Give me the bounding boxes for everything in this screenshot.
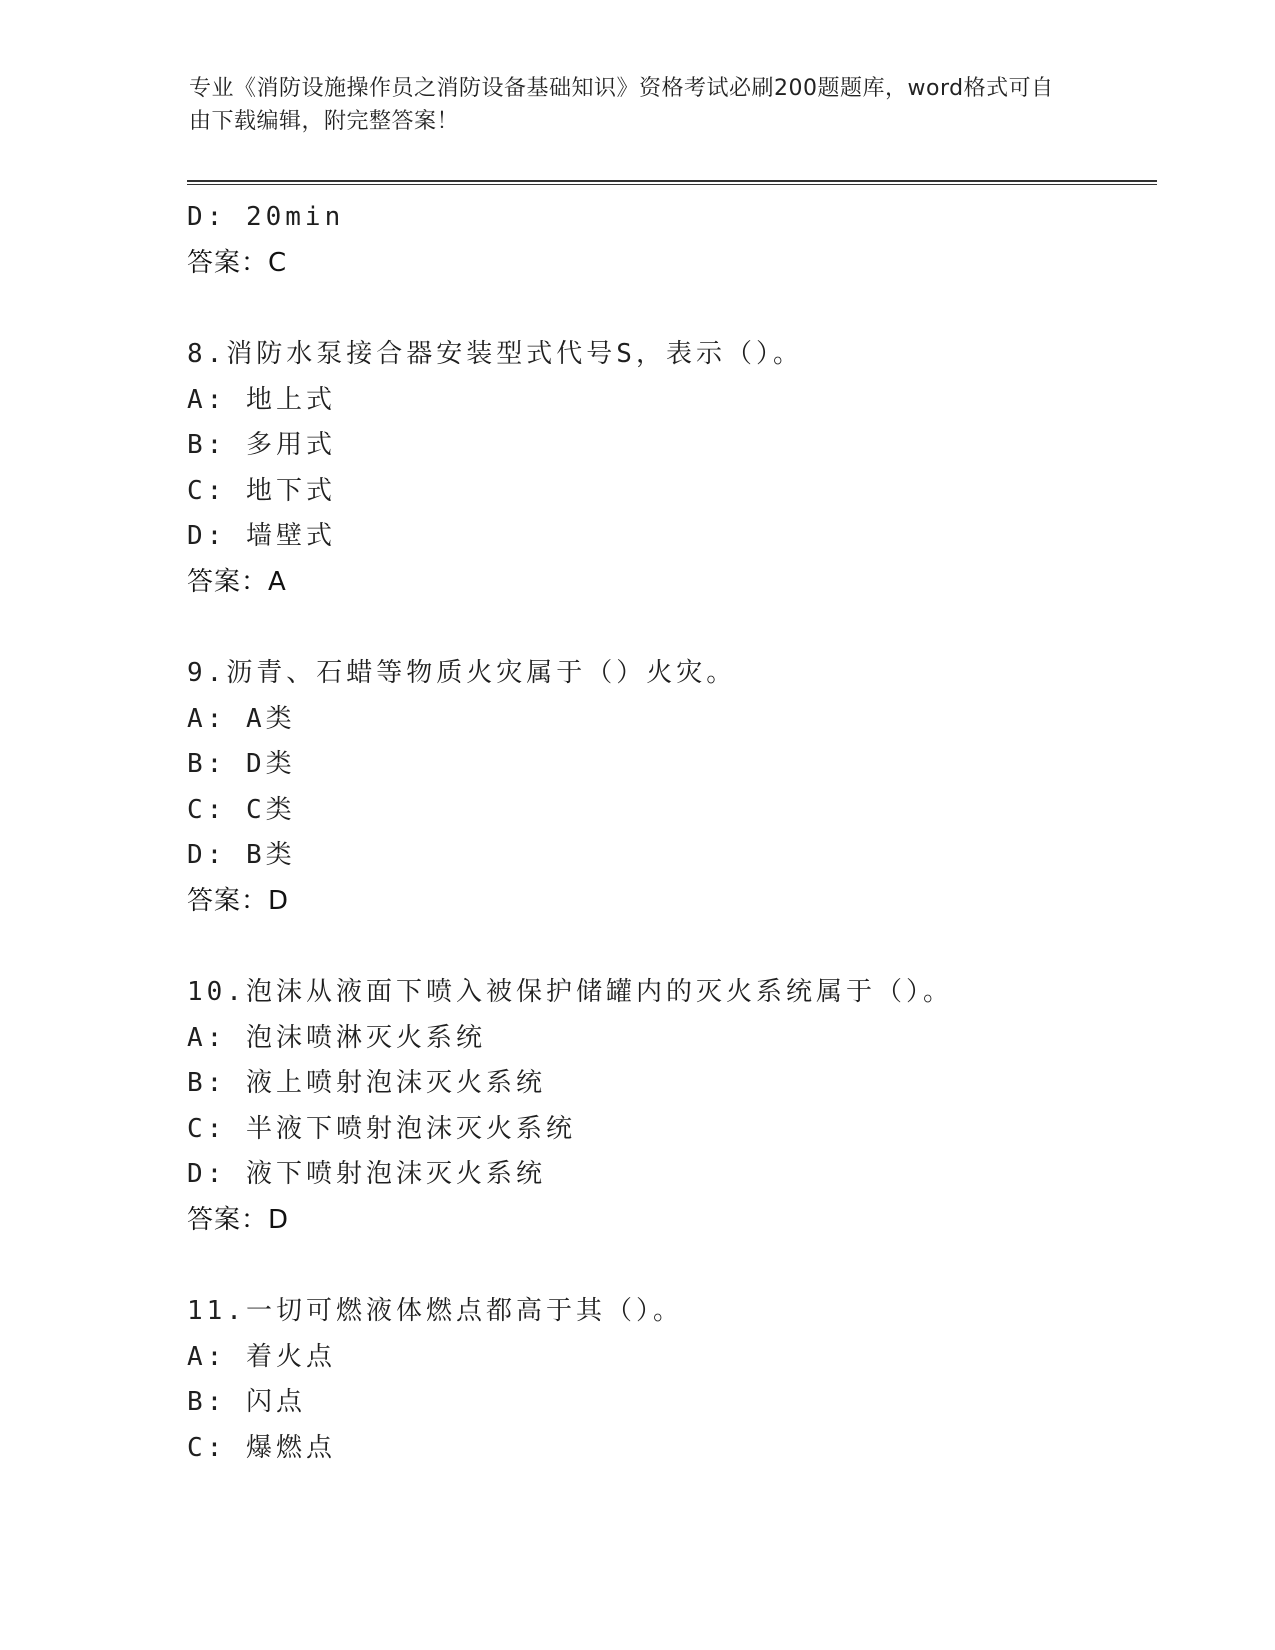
option-c: C: 地下式 bbox=[187, 475, 336, 506]
option-d: D: 20min bbox=[187, 202, 345, 232]
answer: 答案：D bbox=[187, 1204, 290, 1235]
option-b: B: D类 bbox=[187, 749, 296, 779]
header-divider bbox=[187, 180, 1157, 185]
question-stem: 8.消防水泵接合器安装型式代号S，表示（）。 bbox=[187, 339, 803, 369]
option-b: B: 闪点 bbox=[187, 1387, 306, 1417]
option-b: B: 液上喷射泡沫灭火系统 bbox=[187, 1068, 546, 1098]
question-list bbox=[187, 195, 1147, 1471]
option-d: D: B类 bbox=[187, 840, 296, 870]
answer: 答案：C bbox=[187, 247, 288, 278]
option-a: A: 泡沫喷淋灭火系统 bbox=[187, 1022, 486, 1053]
page-header bbox=[189, 72, 1069, 138]
question-8 bbox=[187, 332, 1147, 605]
option-a: A: 着火点 bbox=[187, 1341, 336, 1372]
question-11 bbox=[187, 1289, 1147, 1471]
question-stem: 11.一切可燃液体燃点都高于其（）。 bbox=[187, 1296, 683, 1326]
question-9 bbox=[187, 651, 1147, 924]
option-a: A: A类 bbox=[187, 703, 296, 734]
option-d: D: 墙壁式 bbox=[187, 521, 336, 551]
option-c: C: 爆燃点 bbox=[187, 1432, 336, 1463]
option-a: A: 地上式 bbox=[187, 384, 336, 415]
option-d: D: 液下喷射泡沫灭火系统 bbox=[187, 1159, 546, 1189]
header-title: 专业《消防设施操作员之消防设备基础知识》资格考试必刷200题题库，word格式可自由下载编辑，附完整答案！ bbox=[189, 76, 1054, 134]
option-b: B: 多用式 bbox=[187, 430, 336, 460]
option-c: C: C类 bbox=[187, 794, 296, 825]
question-stem: 9.沥青、石蜡等物质火灾属于（）火灾。 bbox=[187, 658, 737, 688]
option-c: C: 半液下喷射泡沫灭火系统 bbox=[187, 1113, 576, 1144]
question-10 bbox=[187, 970, 1147, 1243]
question-stem: 10.泡沫从液面下喷入被保护储罐内的灭火系统属于（）。 bbox=[187, 977, 953, 1007]
answer: 答案：A bbox=[187, 566, 287, 597]
answer: 答案：D bbox=[187, 885, 290, 916]
